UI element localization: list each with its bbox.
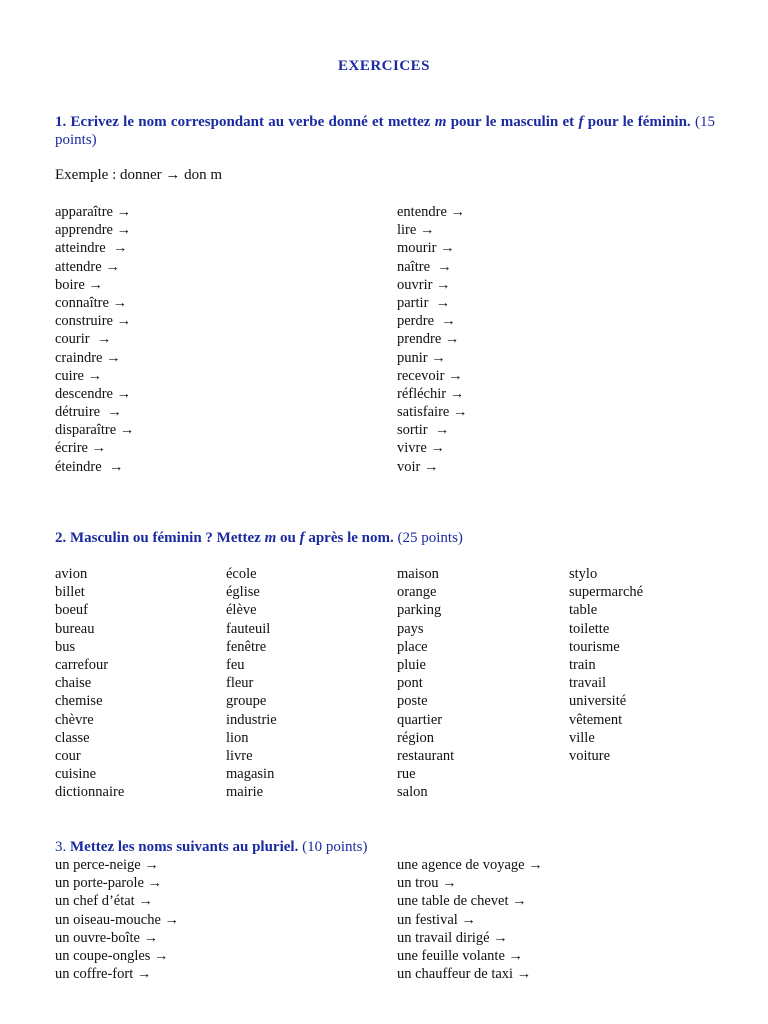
verb-item: perdre →	[397, 313, 456, 330]
plural-item: un trou →	[397, 875, 457, 892]
verb-item: écrire →	[55, 440, 107, 457]
verb-item: satisfaire →	[397, 404, 468, 421]
plural-item: un oiseau-mouche →	[55, 911, 180, 928]
noun-item: chèvre	[55, 711, 94, 728]
noun-item: travail	[569, 675, 607, 692]
noun-item: groupe	[226, 693, 267, 710]
plural-item: un festival →	[397, 911, 476, 928]
exercise-2-heading-text-end: après le nom.	[304, 530, 394, 546]
exercise-3-heading	[55, 838, 715, 856]
plural-item: un chef d’état →	[55, 893, 153, 910]
noun-item: supermarché	[569, 584, 644, 601]
noun-item: livre	[226, 747, 253, 764]
plural-item: une agence de voyage →	[397, 857, 543, 873]
verb-item: cuire →	[55, 367, 103, 384]
noun-item: chaise	[55, 675, 92, 692]
verb-item: lire →	[397, 222, 435, 239]
exercise-2-points: (25 points)	[393, 530, 463, 546]
exercise-2-column-3	[397, 565, 454, 801]
exercise-3-heading-text: Mettez les noms suivants au pluriel.	[70, 839, 299, 855]
exercise-3-number: 3.	[55, 839, 70, 855]
noun-item: bus	[55, 638, 76, 655]
verb-item: voir →	[397, 458, 439, 475]
plural-item: un travail dirigé →	[397, 929, 508, 946]
masculine-marker: m	[264, 530, 277, 546]
verb-item: réfléchir →	[397, 385, 465, 402]
noun-item: élève	[226, 602, 257, 619]
noun-item: église	[226, 584, 260, 601]
noun-item: table	[569, 602, 598, 619]
noun-item: université	[569, 693, 627, 710]
exercise-1-heading-text-end: pour le féminin.	[583, 114, 691, 130]
verb-item: courir →	[55, 331, 112, 348]
exercise-2-heading	[55, 529, 715, 547]
noun-item: pont	[397, 675, 423, 692]
verb-item: attendre →	[55, 258, 120, 275]
exercise-3-points: (10 points)	[298, 839, 368, 855]
exercise-2-column-2	[226, 565, 277, 801]
noun-item: région	[397, 729, 435, 746]
noun-item: fleur	[226, 675, 254, 692]
verb-item: apprendre →	[55, 222, 132, 239]
noun-item: restaurant	[397, 747, 455, 764]
exercise-1-heading-text-mid: pour le masculin et	[446, 114, 579, 130]
noun-item: vêtement	[569, 711, 623, 728]
noun-item: dictionnaire	[55, 784, 125, 801]
feminine-marker: f	[578, 114, 584, 130]
plural-item: un coffre-fort →	[55, 966, 152, 983]
verb-item: atteindre →	[55, 240, 128, 257]
noun-item: cuisine	[55, 766, 97, 783]
exercise-3-right-column	[397, 856, 543, 983]
noun-item: classe	[55, 729, 90, 746]
noun-item: salon	[397, 784, 428, 801]
noun-item: tourisme	[569, 638, 620, 655]
plural-item: une table de chevet →	[397, 893, 527, 910]
verb-item: prendre →	[397, 331, 460, 348]
feminine-marker: f	[299, 530, 305, 546]
masculine-marker: m	[434, 114, 447, 130]
verb-item: ouvrir →	[397, 276, 451, 293]
page-title: EXERCICES	[337, 58, 431, 74]
verb-item: boire →	[55, 276, 103, 293]
exercise-2-column-4	[569, 565, 643, 765]
verb-item: descendre →	[55, 385, 132, 402]
verb-item: éteindre →	[55, 458, 124, 475]
noun-item: bureau	[55, 620, 95, 637]
noun-item: cour	[55, 747, 81, 764]
noun-item: train	[569, 656, 596, 673]
noun-item: poste	[397, 693, 428, 710]
plural-item: un chauffeur de taxi →	[397, 966, 532, 983]
verb-item: naître →	[397, 258, 452, 275]
exercise-2-column-1	[55, 565, 124, 801]
verb-item: connaître →	[55, 294, 128, 311]
exercise-1-left-column	[55, 203, 134, 476]
noun-item: école	[226, 566, 257, 582]
verb-item: entendre →	[397, 204, 466, 220]
noun-item: avion	[55, 566, 88, 582]
verb-item: mourir →	[397, 240, 455, 257]
exercise-1-heading	[55, 113, 715, 149]
noun-item: billet	[55, 584, 85, 601]
verb-item: partir →	[397, 294, 451, 311]
exercise-1-example: Exemple : donner → don m	[55, 167, 223, 183]
noun-item: place	[397, 638, 428, 655]
plural-item: un ouvre-boîte →	[55, 929, 159, 946]
verb-item: construire →	[55, 313, 132, 330]
noun-item: ville	[569, 729, 595, 746]
noun-item: stylo	[569, 566, 598, 582]
noun-item: chemise	[55, 693, 103, 710]
noun-item: voiture	[569, 747, 611, 764]
plural-item: une feuille volante →	[397, 947, 524, 964]
noun-item: fenêtre	[226, 638, 267, 655]
noun-item: carrefour	[55, 656, 109, 673]
verb-item: disparaître →	[55, 422, 135, 439]
noun-item: pluie	[397, 656, 426, 673]
noun-item: boeuf	[55, 602, 89, 619]
verb-item: recevoir →	[397, 367, 463, 384]
noun-item: quartier	[397, 711, 443, 728]
exercise-3-left-column	[55, 856, 179, 983]
noun-item: mairie	[226, 784, 264, 801]
noun-item: rue	[397, 766, 416, 783]
verb-item: vivre →	[397, 440, 445, 457]
plural-item: un porte-parole →	[55, 875, 163, 892]
noun-item: magasin	[226, 766, 275, 783]
plural-item: un coupe-ongles →	[55, 947, 169, 964]
noun-item: toilette	[569, 620, 610, 637]
noun-item: lion	[226, 729, 249, 746]
exercise-1-points: (15 points)	[55, 114, 715, 148]
verb-item: sortir →	[397, 422, 450, 439]
plural-item: un perce-neige →	[55, 857, 159, 873]
verb-item: détruire →	[55, 404, 122, 421]
exercise-1-right-column	[397, 203, 467, 476]
noun-item: orange	[397, 584, 437, 601]
noun-item: maison	[397, 566, 439, 582]
verb-item: apparaître →	[55, 204, 132, 220]
verb-item: craindre →	[55, 349, 121, 366]
noun-item: parking	[397, 602, 442, 619]
noun-item: fauteuil	[226, 620, 271, 637]
exercise-2-heading-text: 2. Masculin ou féminin ? Mettez	[55, 530, 265, 546]
verb-item: punir →	[397, 349, 446, 366]
noun-item: pays	[397, 620, 424, 637]
exercise-1-heading-text: 1. Ecrivez le nom correspondant au verbe donné et mettez	[55, 114, 435, 130]
exercise-2-heading-text-mid: ou	[276, 530, 300, 546]
noun-item: feu	[226, 656, 245, 673]
noun-item: industrie	[226, 711, 277, 728]
